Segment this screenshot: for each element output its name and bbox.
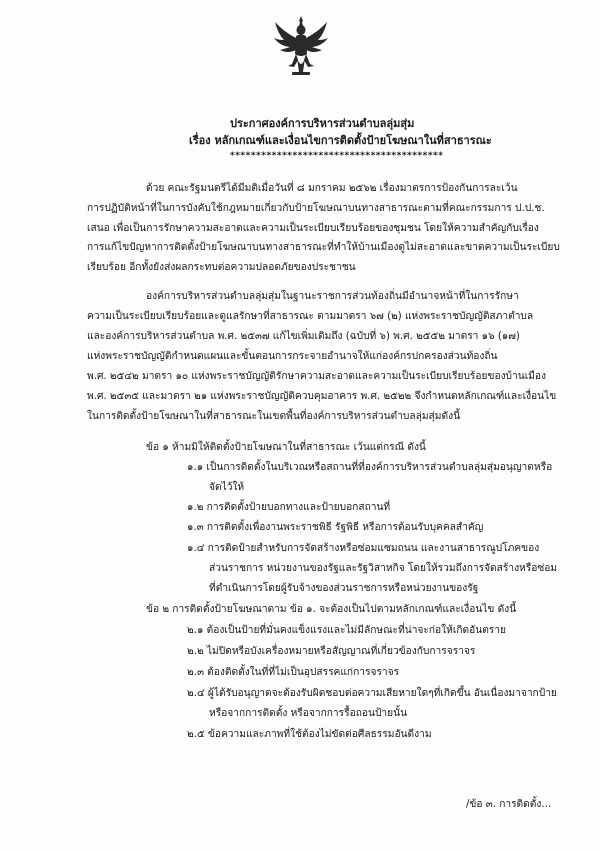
clause-2-item: ๒.๔ ผู้ได้รับอนุญาตจะต้องรับผิดชอบต่อความเสียหายใดๆที่เกิดขึ้น อันเนื่องมาจากป้าย	[187, 688, 557, 699]
para1-line: เสนอ เพื่อเป็นการรักษาความสะอาดและความเป็นระเบียบเรียบร้อยของชุมชน โดยให้ความสำคัญกับเรื่อง	[87, 223, 539, 234]
para2-line: พ.ศ. ๒๕๓๕ และมาตรา ๒๑ แห่งพระราชบัญญัติควบคุมอาคาร พ.ศ. ๒๕๒๒ จึงกำหนดหลักเกณฑ์และเงื่อนไข	[87, 391, 557, 402]
para2-line: และองค์การบริหารส่วนตำบล พ.ศ. ๒๕๓๗ แก้ไขเพิ่มเติมถึง (ฉบับที่ ๖) พ.ศ. ๒๕๕๒ มาตรา ๑๖ (๑๗)	[87, 331, 520, 342]
para2-line: องค์การบริหารส่วนตำบลลุ่มสุ่มในฐานะราชการส่วนท้องถิ่นมีอำนาจหน้าที่ในการรักษา	[146, 291, 519, 302]
para2-line: แห่งพระราชบัญญัติกำหนดแผนและขั้นตอนการกระจายอำนาจให้แก่องค์กรปกครองส่วนท้องถิ่น	[87, 351, 498, 362]
garuda-emblem-icon	[272, 14, 330, 80]
clause-1-item-cont: ส่วนราชการ หน่วยงานของรัฐและรัฐวิสาหกิจ โดยให้รวมถึงการจัดสร้างหรือซ่อม	[209, 563, 558, 574]
para1-line: การปฏิบัติหน้าที่ในการบังคับใช้กฎหมายเกี่ยวกับป้ายโฆษณาบนทางสาธารณะตามที่คณะกรรมการ ป.ป.ช.	[87, 203, 545, 214]
clause-1-heading: ข้อ ๑ ห้ามมิให้ติดตั้งป้ายโฆษณาในที่สาธารณะ เว้นแต่กรณี ดังนี้	[146, 442, 426, 453]
clause-1-item: ๑.๑ เป็นการติดตั้งในบริเวณหรือสถานที่ที่องค์การบริหารส่วนตำบลลุ่มสุ่มอนุญาตหรือ	[187, 462, 553, 473]
title-separator: *****************************************	[230, 151, 444, 161]
para2-line: ความเป็นระเบียบเรียบร้อยและดูแลรักษาที่สาธารณะ ตามมาตรา ๖๗ (๒) แห่งพระราชบัญญัติสภาตำบล	[87, 311, 534, 322]
title-line-1: ประกาศองค์การบริหารส่วนตำบลลุ่มสุ่ม	[230, 117, 415, 130]
clause-2-item: ๒.๒ ไม่ปิดหรือบังเครื่องหมายหรือสัญญาณที่เกี่ยวข้องกับการจราจร	[187, 646, 476, 657]
para1-line: การแก้ไขปัญหาการติดตั้งป้ายโฆษณาบนทางสาธารณะที่ทำให้บ้านเมืองดูไม่สะอาดและขาดความเป็นระเบียบ	[87, 242, 560, 253]
clause-2-heading: ข้อ ๒ การติดตั้งป้ายโฆษณาตาม ข้อ ๑. จะต้องเป็นไปตามหลักเกณฑ์และเงื่อนไข ดังนี้	[146, 604, 517, 615]
clause-1-item-cont: จัดไว้ให้	[209, 482, 245, 493]
clause-2-item-cont: หรือจากการติดตั้ง หรือจากการรื้อถอนป้ายนั้น	[209, 708, 408, 719]
title-line-2: เรื่อง หลักเกณฑ์และเงื่อนไขการติดตั้งป้ายโฆษณาในที่สาธารณะ	[189, 134, 492, 147]
para2-line: ในการติดตั้งป้ายโฆษณาในที่สาธารณะในเขตพื้นที่องค์การบริหารส่วนตำบลลุ่มสุ่มดังนี้	[87, 411, 461, 422]
clause-1-item: ๑.๓ การติดตั้งเพื่องานพระราชพิธี รัฐพิธี หรือการต้อนรับบุคคลสำคัญ	[187, 522, 484, 533]
clause-1-item-cont: ที่ดำเนินการโดยผู้รับจ้างของส่วนราชการหรือหน่วยงานของรัฐ	[209, 583, 479, 594]
para2-line: พ.ศ. ๒๕๔๒ มาตรา ๑๐ แห่งพระราชบัญญัติรักษาความสะอาดและความเป็นระเบียบเรียบร้อยของบ้านเมือง	[87, 371, 546, 382]
para1-line: ด้วย คณะรัฐมนตรีได้มีมติเมื่อวันที่ ๘ มกราคม ๒๕๖๒ เรื่องมาตรการป้องกันการละเว้น	[146, 183, 518, 194]
para1-line: เรียบร้อย อีกทั้งยังส่งผลกระทบต่อความปลอดภัยของประชาชน	[87, 262, 356, 273]
clause-1-item: ๑.๔ การติดป้ายสำหรับการจัดสร้างหรือซ่อมแซมถนน และงานสาธารณูปโภคของ	[187, 543, 540, 554]
clause-2-item: ๒.๑ ต้องเป็นป้ายที่มั่นคงแข็งแรงและไม่มีลักษณะที่น่าจะก่อให้เกิดอันตราย	[187, 625, 506, 636]
clause-2-item: ๒.๕ ข้อความและภาพที่ใช้ต้องไม่ขัดต่อศีลธรรมอันดีงาม	[187, 729, 432, 740]
continuation-marker: /ข้อ ๓. การติดตั้ง...	[466, 799, 552, 810]
clause-2-item: ๒.๓ ต้องติดตั้งในที่ที่ไม่เป็นอุปสรรคแก่การจราจร	[187, 667, 400, 678]
clause-1-item: ๑.๒ การติดตั้งป้ายบอกทางและป้ายบอกสถานที่	[187, 502, 391, 513]
